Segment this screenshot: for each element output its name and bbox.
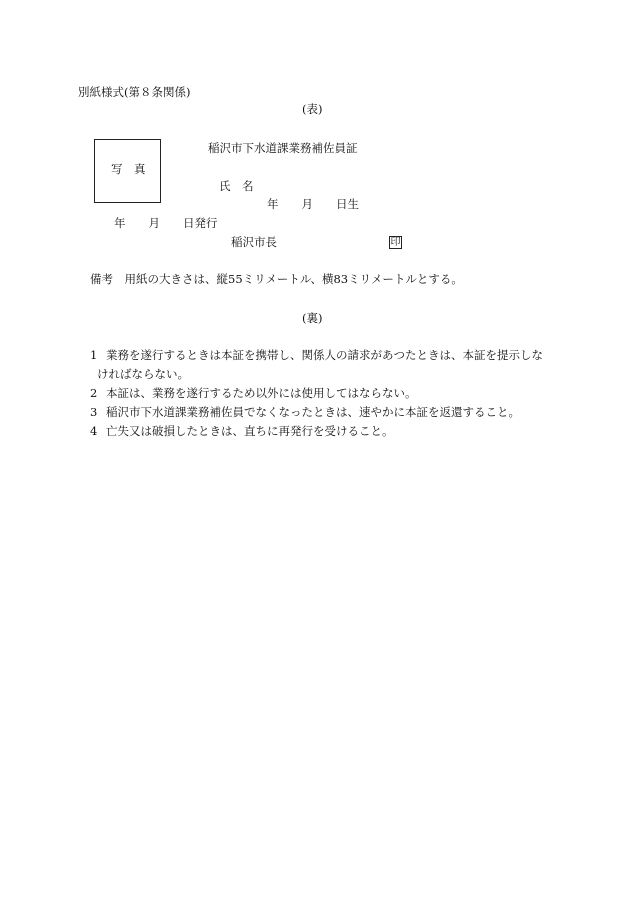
item-1-number: 1 (90, 348, 98, 362)
front-side-label: (表) (302, 102, 323, 116)
issuer-label: 稲沢市長 (231, 235, 277, 249)
item-3-text: 稲沢市下水道課業務補佐員でなくなったときは、速やかに本証を返還すること。 (106, 405, 520, 419)
item-1-text-continued: ければならない。 (97, 367, 189, 381)
item-4-text: 亡失又は破損したときは、直ちに再発行を受けること。 (106, 424, 394, 438)
item-2-text: 本証は、業務を遂行するため以外には使用してはならない。 (106, 386, 417, 400)
item-2-number: 2 (90, 386, 98, 400)
back-side-label: (裏) (302, 311, 323, 325)
photo-label: 写 真 (111, 162, 146, 176)
form-title: 別紙様式(第８条関係) (78, 85, 191, 99)
item-3-number: 3 (90, 405, 98, 419)
seal-mark: 印 (390, 237, 401, 248)
birth-date-label: 年 月 日生 (267, 197, 359, 211)
card-title: 稲沢市下水道課業務補佐員証 (208, 141, 358, 155)
name-label: 氏 名 (219, 179, 254, 193)
item-1-text: 業務を遂行するときは本証を携帯し、関係人の請求があつたときは、本証を提示しな (106, 348, 543, 362)
issue-date-label: 年 月 日発行 (114, 216, 218, 230)
item-4-number: 4 (90, 424, 98, 438)
note-text: 備考 用紙の大きさは、縦55ミリメートル、横83ミリメートルとする。 (90, 272, 463, 286)
